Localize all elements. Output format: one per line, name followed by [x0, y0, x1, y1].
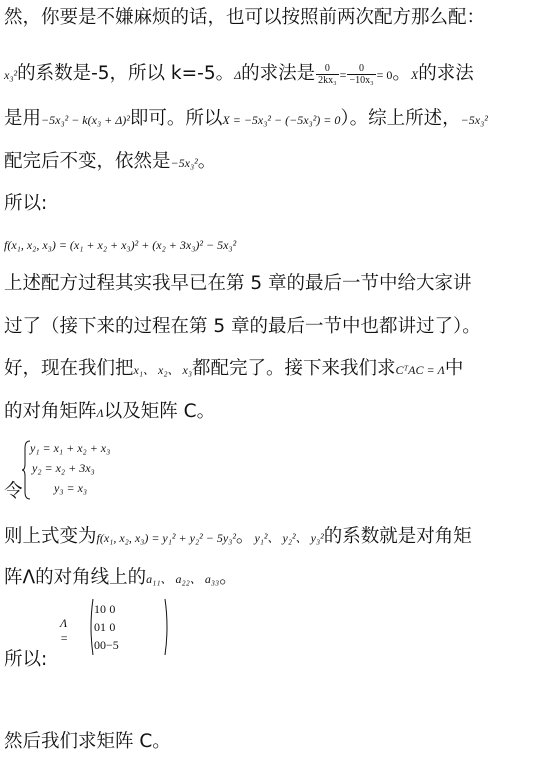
text-ling: 令	[4, 481, 23, 502]
equation-fx: f(x₁, x₂, x₃) = (x₁ + x₂ + x₃)² + (x₂ + 3x₃)² − 5x₃²	[4, 238, 237, 252]
matrix-row	[94, 600, 119, 618]
text-line-12: 则上式变为f(x₁, x₂, x₃) = y₁² + y₂² − 5y₃²。y₁²、 y₂²、 y₃²的系数就是对角矩	[4, 526, 472, 547]
text-line-4: 配完后不变，依然是−5x₃²。	[4, 151, 217, 172]
brace-icon	[22, 440, 32, 500]
matrix-cell: 0	[109, 601, 116, 616]
math-x3-squared: x₃²	[4, 68, 18, 82]
text-line-5: 所以:	[4, 193, 48, 214]
text-line-8: 过了（接下来的过程在第 5 章的最后一节中也都讲过了）。	[4, 316, 481, 337]
matrix-row	[94, 618, 119, 636]
text-line-14: 所以:	[4, 649, 48, 670]
matrix-cell: 0	[100, 637, 106, 652]
fraction-2: $\frac{0}{\text{−10x₃}}$	[349, 62, 374, 86]
matrix-cell: 0	[109, 619, 116, 634]
text-line-13: 阵Λ的对角线上的a₁₁、 a₂₂、 a₃₃。	[4, 567, 238, 588]
math-ctac: CᵀAC = Λ	[395, 363, 445, 377]
math-expr-1: −5x₃² − k(x₃ + Δ)²	[41, 113, 130, 127]
matrix-cell: 1	[94, 601, 100, 616]
text-line-1: 然，你要是不嫌麻烦的话，也可以按照前两次配方那么配：	[4, 7, 486, 28]
equation-system: y₁ = x₁ + x₂ + x₃ y₂ = x₂ + 3x₃ y₃ = x₃	[30, 438, 110, 498]
math-fy: f(x₁, x₂, x₃) = y₁² + y₂² − 5y₃²	[96, 531, 236, 545]
math-expr-2: X = −5x₃² − (−5x₃²) = 0	[222, 113, 341, 127]
text-line-9: 好，现在我们把x₁、 x₂、 x₃都配完了。接下来我们求CᵀAC = Λ中	[4, 358, 464, 379]
math-delta: Δ	[234, 68, 242, 82]
text-line-2: x₃²的系数是-5，所以 k=-5。Δ的求法是 $\frac{0}{\text{2kx₃}}$ = $\frac{0}{\text{−10x₃}}$ = 0。X的求法	[4, 62, 474, 86]
fraction-1: $\frac{0}{\text{2kx₃}}$	[318, 62, 337, 86]
matrix-cell: 0	[94, 637, 100, 652]
matrix-cell: 1	[100, 619, 106, 634]
text-line-10: 的对角矩阵Λ以及矩阵 C。	[4, 401, 216, 422]
math-avars: a₁₁、 a₂₂、 a₃₃	[146, 572, 220, 586]
math-vars: x₁、 x₂、 x₃	[133, 363, 193, 377]
matrix-cell: 0	[100, 601, 106, 616]
matrix-row	[94, 636, 119, 654]
math-yvars: y₁²、 y₂²、 y₃²	[254, 531, 324, 545]
matrix-cell: 0	[94, 619, 100, 634]
text-line-7: 上述配方过程其实我早已在第 5 章的最后一节中给大家讲	[4, 273, 472, 294]
text-line-15: 然后我们求矩阵 C。	[4, 731, 171, 752]
text-line-3: 是用−5x₃² − k(x₃ + Δ)²即可。所以X = −5x₃² − (−5x₃²) = 0）。综上所述，−5x₃²	[4, 108, 488, 129]
matrix-cell: −5	[106, 637, 119, 652]
